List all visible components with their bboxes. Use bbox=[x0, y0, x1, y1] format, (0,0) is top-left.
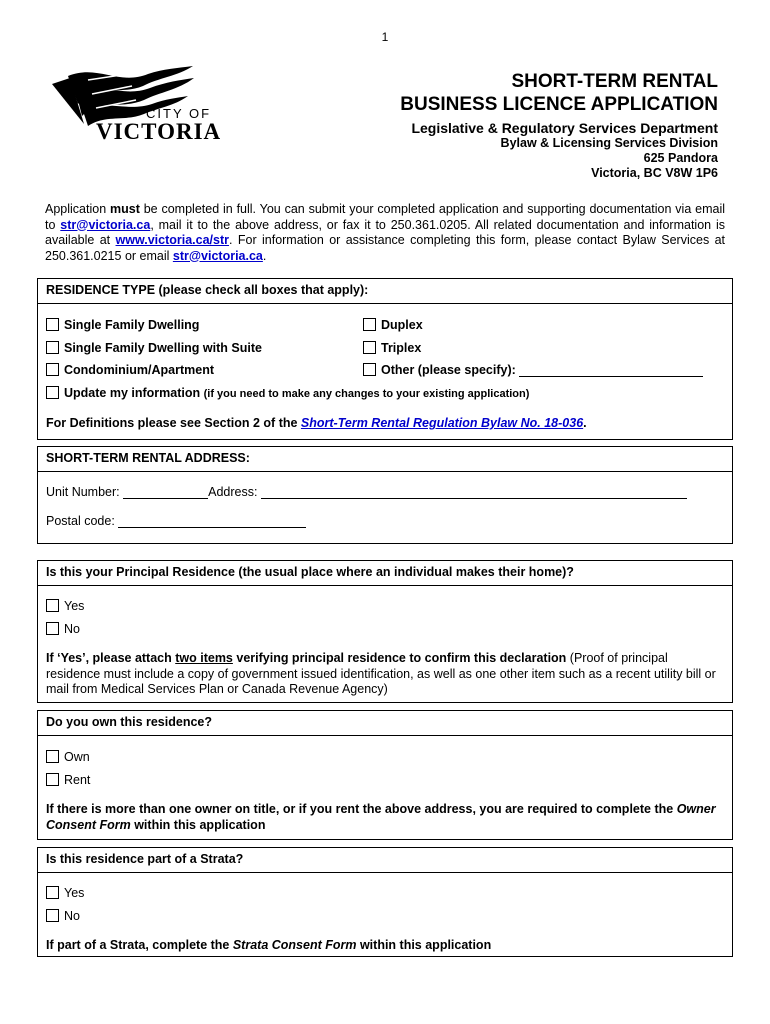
section-heading: SHORT-TERM RENTAL ADDRESS: bbox=[38, 447, 732, 472]
postal-code-field[interactable] bbox=[118, 515, 306, 528]
email-link[interactable]: str@victoria.ca bbox=[60, 217, 151, 232]
header-block bbox=[400, 70, 718, 181]
own-option[interactable]: Own bbox=[46, 750, 90, 764]
intro-paragraph: Application must be completed in full. You can submit your completed application and supporting documentation via email to str@victoria.ca, mail it to the above address, or fax it to 250.361.0205. All related documentation and information is available at www.victoria.ca/str. For information or assistance completing this form, please contact Bylaw Services at 250.361.0215 or email str@victoria.ca. bbox=[45, 202, 725, 263]
section-heading: Is this your Principal Residence (the usual place where an individual makes their home)? bbox=[38, 561, 732, 586]
checkbox[interactable] bbox=[46, 341, 59, 354]
checkbox[interactable] bbox=[46, 386, 59, 399]
rental-address-section bbox=[37, 446, 733, 544]
principal-yes-option[interactable]: Yes bbox=[46, 599, 84, 613]
unit-number-field[interactable] bbox=[123, 486, 208, 499]
principal-residence-section bbox=[37, 560, 733, 703]
page-number: 1 bbox=[381, 30, 389, 44]
department: Legislative & Regulatory Services Department bbox=[411, 120, 718, 136]
rent-option[interactable]: Rent bbox=[46, 773, 90, 787]
strata-no-option[interactable]: No bbox=[46, 909, 80, 923]
principal-note: If ‘Yes’, please attach two items verifying principal residence to confirm this declaration (Proof of principal residence must include a copy of government issued identification, as well as one other item such as a recent utility bill or mail from Medical Services Plan or Canada Revenue Agency) bbox=[46, 651, 716, 696]
city-postal: Victoria, BC V8W 1P6 bbox=[591, 166, 718, 180]
ownership-section bbox=[37, 710, 733, 840]
logo-victoria: VICTORIA bbox=[96, 119, 222, 144]
other-option[interactable]: Other (please specify): bbox=[363, 363, 703, 377]
other-specify-field[interactable] bbox=[519, 364, 703, 377]
single-suite-option[interactable]: Single Family Dwelling with Suite bbox=[46, 341, 262, 355]
street-address: 625 Pandora bbox=[643, 151, 718, 165]
checkbox[interactable] bbox=[46, 599, 59, 612]
checkbox[interactable] bbox=[46, 363, 59, 376]
residence-type-section bbox=[37, 278, 733, 440]
update-info-option[interactable]: Update my information (if you need to make any changes to your existing application) bbox=[46, 386, 529, 400]
form-title-line2: BUSINESS LICENCE APPLICATION bbox=[400, 94, 718, 115]
duplex-option[interactable]: Duplex bbox=[363, 318, 423, 332]
principal-no-option[interactable]: No bbox=[46, 622, 80, 636]
city-logo bbox=[48, 64, 233, 146]
triplex-option[interactable]: Triplex bbox=[363, 341, 421, 355]
section-heading: Do you own this residence? bbox=[38, 711, 732, 736]
definitions-note: For Definitions please see Section 2 of the Short-Term Rental Regulation Bylaw No. 18-036. bbox=[46, 416, 587, 430]
logo-city-of: CITY OF bbox=[146, 106, 212, 121]
checkbox[interactable] bbox=[363, 363, 376, 376]
website-link[interactable]: www.victoria.ca/str bbox=[115, 233, 230, 247]
section-heading: RESIDENCE TYPE (please check all boxes that apply): bbox=[38, 279, 732, 304]
strata-section bbox=[37, 847, 733, 957]
email-link-2[interactable]: str@victoria.ca bbox=[172, 248, 263, 263]
checkbox[interactable] bbox=[46, 886, 59, 899]
checkbox[interactable] bbox=[46, 622, 59, 635]
checkbox[interactable] bbox=[46, 909, 59, 922]
address-field[interactable] bbox=[261, 486, 687, 499]
strata-note: If part of a Strata, complete the Strata Consent Form within this application bbox=[46, 938, 492, 952]
single-family-option[interactable]: Single Family Dwelling bbox=[46, 318, 199, 332]
checkbox[interactable] bbox=[363, 318, 376, 331]
checkbox[interactable] bbox=[46, 750, 59, 763]
form-title-line1: SHORT-TERM RENTAL bbox=[511, 71, 718, 92]
condo-option[interactable]: Condominium/Apartment bbox=[46, 363, 214, 377]
checkbox[interactable] bbox=[46, 318, 59, 331]
checkbox[interactable] bbox=[46, 773, 59, 786]
ownership-note: If there is more than one owner on title, or if you rent the above address, you are required to complete the Owner Consent Form within this application bbox=[46, 802, 716, 832]
bylaw-link[interactable]: Short-Term Rental Regulation Bylaw No. 18-036 bbox=[300, 416, 584, 430]
postal-row: Postal code: bbox=[46, 514, 306, 528]
unit-address-row: Unit Number: Address: bbox=[46, 485, 687, 499]
division: Bylaw & Licensing Services Division bbox=[500, 136, 718, 150]
strata-yes-option[interactable]: Yes bbox=[46, 886, 84, 900]
checkbox[interactable] bbox=[363, 341, 376, 354]
section-heading: Is this residence part of a Strata? bbox=[38, 848, 732, 873]
